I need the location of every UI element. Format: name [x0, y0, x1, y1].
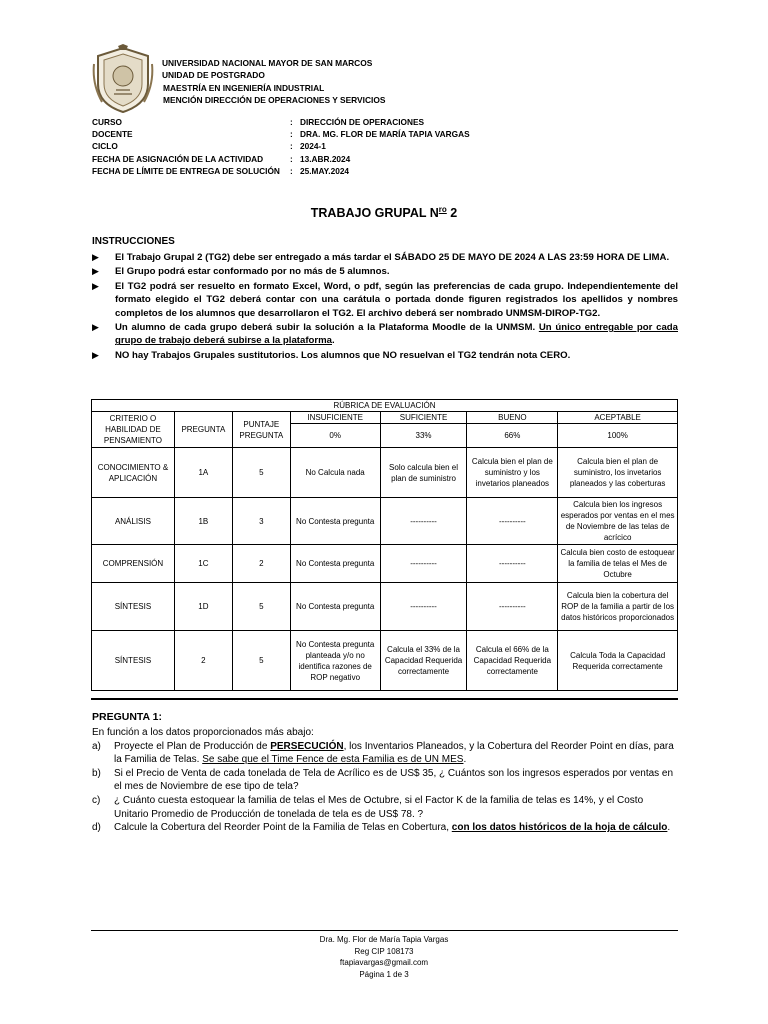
arrow-bullet-icon: ▶	[92, 252, 99, 262]
header-level: SUFICIENTE	[380, 412, 467, 424]
program-name: MAESTRÍA EN INGENIERÍA INDUSTRIAL	[163, 82, 325, 93]
page-footer	[0, 934, 768, 980]
registration: Reg CIP 108173	[354, 946, 414, 956]
mention-name: MENCIÓN DIRECCIÓN DE OPERACIONES Y SERVICIOS	[163, 95, 386, 106]
header-level: ACEPTABLE	[558, 412, 678, 424]
header-percent: 66%	[467, 424, 558, 448]
course-info	[92, 116, 470, 177]
page-title: TRABAJO GRUPAL $N^{ro}$ 2	[310, 205, 458, 221]
university-name: UNIVERSIDAD NACIONAL MAYOR DE SAN MARCOS	[162, 58, 373, 68]
arrow-bullet-icon: ▶	[92, 349, 99, 360]
university-seal-icon	[90, 44, 156, 116]
rubric-title: RÚBRICA DE EVALUACIÓN	[92, 400, 678, 412]
author-name: Dra. Mg. Flor de María Tapia Vargas	[319, 935, 449, 944]
unit-name: UNIDAD DE POSTGRADO	[162, 70, 265, 81]
question-body	[92, 726, 680, 835]
header-level: INSUFICIENTE	[290, 412, 380, 424]
header-percent: 100%	[558, 424, 678, 448]
instructions-list	[92, 251, 678, 363]
arrow-bullet-icon: ▶	[92, 280, 99, 291]
list-item: ▶ El TG2 podrá ser resuelto en formato Excel, Word, o pdf, según las preferencias de cada grupo. Independientemente del formato elegido el TG2 deberá contar con una carátula o portada donde figuren registrados los apellidos y nombres completos de los alumnos que desarrollaron el TG2. El archivo deberá ser nombrado UNMSM-DIROP-TG2.	[92, 280, 678, 319]
list-item: ▶ Un alumno de cada grupo deberá subir la solución a la Plataforma Moodle de la UNMSM. Un único entregable por cada grupo de trabajo deberá subirse a la plataforma.	[92, 322, 678, 347]
instructions-heading: INSTRUCCIONES	[92, 236, 175, 247]
author-email: ftapiavargas@gmail.com	[339, 958, 429, 968]
header-criterio: CRITERIO O HABILIDAD DE PENSAMIENTO	[92, 412, 175, 448]
header-percent: 33%	[380, 424, 467, 448]
rubric-table	[91, 399, 678, 691]
table-row: COMPRENSIÓN 1C 2 No Contesta pregunta ---------- ---------- Calcula bien costo de estoquear la familia de telas el Mes de Octubre	[92, 545, 678, 583]
table-row: SÍNTESIS 1D 5 No Contesta pregunta ---------- ---------- Calcula bien la cobertura del ROP de la familia a partir de los datos históricos proporcionados	[92, 583, 678, 631]
header-level: BUENO	[467, 412, 558, 424]
arrow-bullet-icon: ▶	[92, 322, 99, 333]
list-item: d) Calcule la Cobertura del Reorder Point de la Familia de Telas en Cobertura, con los datos históricos de la hoja de cálculo.	[92, 822, 671, 834]
question-intro: En función a los datos proporcionados más abajo:	[92, 727, 314, 738]
table-row: SÍNTESIS 2 5 No Contesta pregunta planteada y/o no identifica razones de ROP negativo Calcula el 33% de la Capacidad Requerida correctamente Calcula el 66% de la Capacidad Requerida correctamente Calcula Toda la Capacidad Requerida correctamente	[92, 631, 678, 691]
meta-row: FECHA DE LÍMITE DE ENTREGA DE SOLUCIÓN : 25.MAY.2024	[92, 165, 350, 176]
header-percent: 0%	[290, 424, 380, 448]
meta-row: CICLO : 2024-1	[92, 141, 326, 152]
list-item: ▶ El Grupo podrá estar conformado por no más de 5 alumnos.	[92, 266, 390, 278]
list-item: c) ¿ Cuánto cuesta estoquear la familia de telas el Mes de Octubre, si el Factor K de la familia de telas es 14%, y el Costo Unitario Promedio de Producción de tonelada de tela es de US$ 78. ?	[92, 794, 644, 820]
list-item: b) Si el Precio de Venta de cada tonelada de Tela de Acrílico es de US$ 35, ¿ Cuántos son los ingresos esperados por ventas en el mes de Noviembre de ese tipo de tela?	[92, 767, 674, 793]
footer-divider	[91, 930, 678, 931]
header-pregunta: PREGUNTA	[174, 412, 232, 448]
institution-header	[162, 57, 385, 107]
meta-row: DOCENTE : DRA. MG. FLOR DE MARÍA TAPIA VARGAS	[92, 129, 470, 140]
meta-row: FECHA DE ASIGNACIÓN DE LA ACTIVIDAD : 13.ABR.2024	[92, 153, 351, 164]
page-number: Página 1 de 3	[359, 969, 409, 979]
table-row: CONOCIMIENTO & APLICACIÓN 1A 5 No Calcula nada Solo calcula bien el plan de suministro Calcula bien el plan de suministro y los invetarios planeados Calcula bien el plan de suministro, los invetarios planeados y las coberturas	[92, 448, 678, 498]
list-item: ▶ El Trabajo Grupal 2 (TG2) debe ser entregado a más tardar el SÁBADO 25 DE MAYO DE 2024 A LAS 23:59 HORA DE LIMA.	[92, 252, 670, 263]
table-row: ANÁLISIS 1B 3 No Contesta pregunta ---------- ---------- Calcula bien los ingresos esperados por ventas en el mes de Noviembre de las telas de acrícico	[92, 498, 678, 545]
arrow-bullet-icon: ▶	[92, 266, 99, 277]
list-item: ▶ NO hay Trabajos Grupales sustitutorios. Los alumnos que NO resuelvan el TG2 tendrán nota CERO.	[92, 349, 571, 361]
list-item: a) Proyecte el Plan de Producción de PERSECUCIÓN, los Inventarios Planeados, y la Cobertura del Reorder Point en días, para la Familia de Telas. Se sabe que el Time Fence de esta Familia es de UN MES.	[92, 740, 674, 766]
section-divider	[91, 698, 678, 700]
question-heading: PREGUNTA 1:	[92, 711, 163, 723]
header-puntaje: PUNTAJE PREGUNTA	[232, 412, 290, 448]
meta-row: CURSO : DIRECCIÓN DE OPERACIONES	[92, 117, 425, 127]
